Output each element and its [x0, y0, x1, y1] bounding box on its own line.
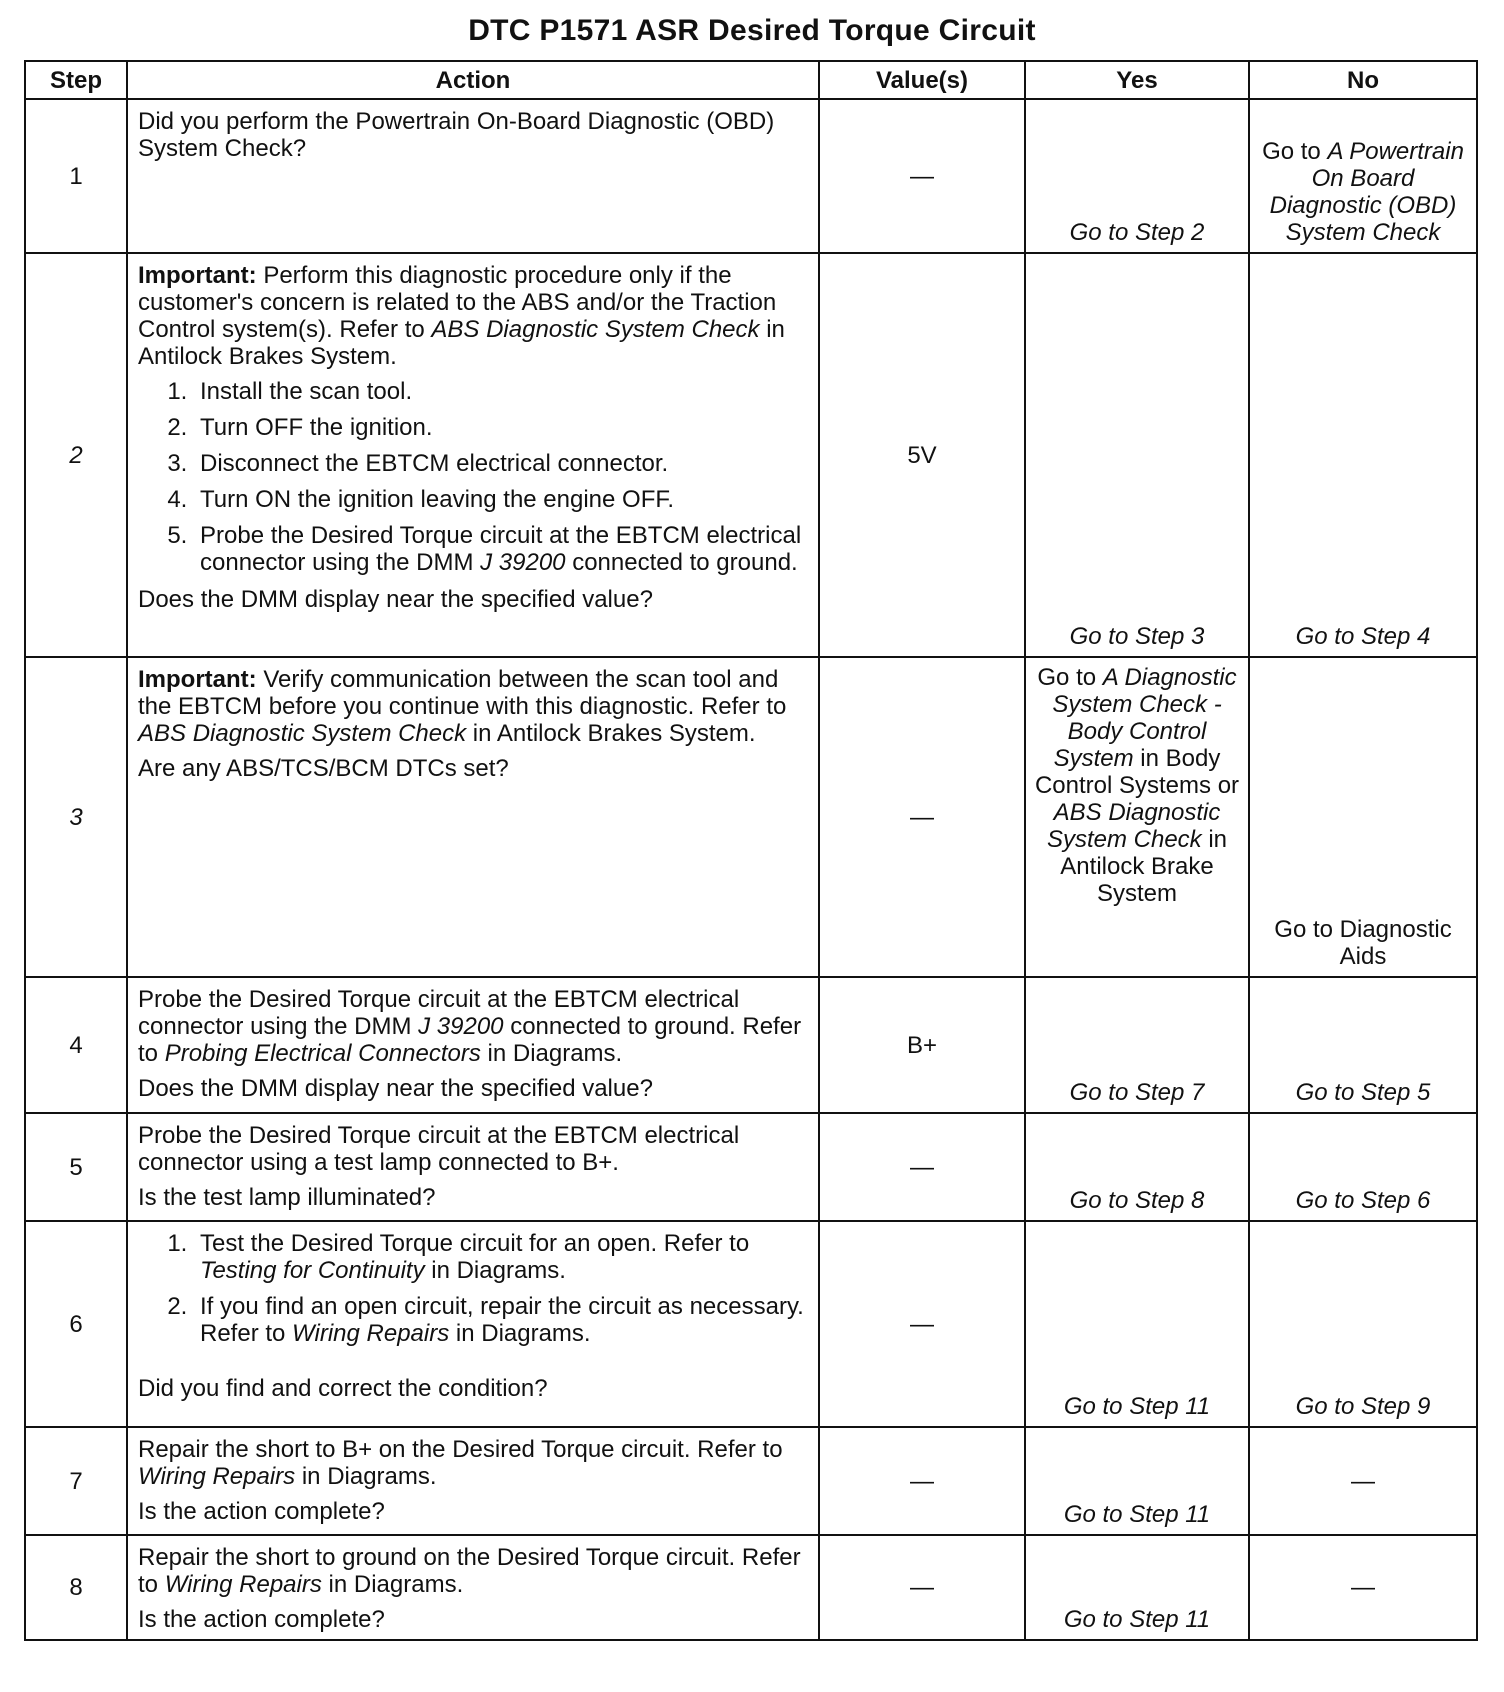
- action-cell: [127, 657, 819, 977]
- action-text-c: in Diagrams.: [480, 1040, 623, 1067]
- tool-number: J 39200: [480, 549, 566, 576]
- header-values: Value(s): [819, 61, 1025, 99]
- no-goto-reference: A Powertrain On Board Diagnostic (OBD) System Check: [1269, 138, 1464, 246]
- important-text: Perform this diagnostic procedure only if the customer's concern is related to the ABS and/or the Traction Control system(s). Refer to: [138, 262, 777, 343]
- action-reference: Wiring Repairs: [164, 1571, 322, 1598]
- action-text-a: Repair the short to B+ on the Desired Torque circuit. Refer to: [138, 1436, 783, 1463]
- table-header-row: [25, 61, 1477, 99]
- important-text-end: in Antilock Brakes System.: [138, 316, 785, 370]
- list-item: [194, 522, 810, 576]
- action-text: Did you perform the Powertrain On-Board Diagnostic (OBD) System Check?: [138, 108, 775, 162]
- yes-goto: Go to Step 11: [1063, 1501, 1211, 1528]
- important-text: Verify communication between the scan tool and the EBTCM before you continue with this diagnostic. Refer to: [138, 666, 787, 720]
- step-number: 5: [25, 1113, 127, 1221]
- yes-goto: Go to Step 7: [1069, 1079, 1205, 1106]
- value-cell: —: [819, 99, 1025, 253]
- no-cell: [1249, 1221, 1477, 1427]
- step-number: 6: [25, 1221, 127, 1427]
- step5-text: Probe the Desired Torque circuit at the EBTCM electrical connector using the DMM: [200, 522, 802, 576]
- table-row: [25, 1427, 1477, 1535]
- yes-goto: Go to Step 3: [1069, 623, 1205, 650]
- yes-cell: [1025, 99, 1249, 253]
- yes-cell: [1025, 253, 1249, 657]
- important-label: Important:: [138, 262, 257, 289]
- no-cell: [1249, 253, 1477, 657]
- list-item: [194, 1230, 810, 1284]
- no-cell: [1249, 99, 1477, 253]
- no-cell: [1249, 977, 1477, 1113]
- item-text-end: in Diagrams.: [449, 1320, 591, 1347]
- yes-goto-end: in Antilock Brake System: [1060, 826, 1228, 907]
- list-item: 1. Install the scan tool.: [194, 378, 810, 405]
- action-text-b: connected to ground. Refer to: [138, 1013, 802, 1067]
- value-cell: B+: [819, 977, 1025, 1113]
- yes-reference-2: ABS Diagnostic System Check: [1046, 799, 1221, 853]
- important-note: [138, 666, 810, 747]
- important-label: Important:: [138, 666, 257, 693]
- important-reference: ABS Diagnostic System Check: [138, 720, 467, 747]
- yes-cell: [1025, 1427, 1249, 1535]
- step-number: [25, 253, 127, 657]
- procedure-steps: [138, 1230, 810, 1347]
- step5-text-end: connected to ground.: [565, 549, 798, 576]
- table-row: [25, 1113, 1477, 1221]
- no-goto: Go to Step 5: [1295, 1079, 1431, 1106]
- table-row: [25, 1535, 1477, 1640]
- action-cell: [127, 1427, 819, 1535]
- yes-goto: Go to Step 11: [1063, 1606, 1211, 1633]
- value-cell: —: [819, 1427, 1025, 1535]
- action-cell: [127, 253, 819, 657]
- action-question: Is the action complete?: [138, 1606, 385, 1633]
- no-goto: Go to Step 6: [1295, 1187, 1431, 1214]
- step-number: 4: [25, 977, 127, 1113]
- step-number-text: 3: [69, 803, 83, 831]
- step-number: 7: [25, 1427, 127, 1535]
- yes-goto: Go to Step 2: [1069, 219, 1205, 246]
- action-text-b: in Diagrams.: [295, 1463, 437, 1490]
- table-row: [25, 1221, 1477, 1427]
- action-cell: [127, 1221, 819, 1427]
- action-text-a: Probe the Desired Torque circuit at the EBTCM electrical connector using the DMM: [138, 986, 740, 1040]
- yes-goto-prefix: Go to: [1037, 664, 1103, 691]
- no-goto: Go to Step 4: [1295, 623, 1431, 650]
- list-item: 2. Turn OFF the ignition.: [194, 414, 810, 441]
- header-action: Action: [127, 61, 819, 99]
- header-no: No: [1249, 61, 1477, 99]
- table-row: [25, 253, 1477, 657]
- item-reference: Testing for Continuity: [200, 1257, 425, 1284]
- list-item: [194, 1293, 810, 1347]
- action-cell: [127, 1535, 819, 1640]
- action-reference: Probing Electrical Connectors: [164, 1040, 481, 1067]
- no-cell: —: [1249, 1535, 1477, 1640]
- action-cell: [127, 977, 819, 1113]
- item-text-end: in Diagrams.: [424, 1257, 566, 1284]
- yes-cell: [1025, 977, 1249, 1113]
- action-question: Is the test lamp illuminated?: [138, 1184, 436, 1211]
- action-question: Did you find and correct the condition?: [138, 1375, 548, 1402]
- no-cell: [1249, 657, 1477, 977]
- action-question: Is the action complete?: [138, 1498, 385, 1525]
- header-step: Step: [25, 61, 127, 99]
- no-cell: —: [1249, 1427, 1477, 1535]
- no-goto-prefix: Go to: [1262, 138, 1328, 165]
- no-cell: [1249, 1113, 1477, 1221]
- list-item: 3. Disconnect the EBTCM electrical connector.: [194, 450, 810, 477]
- list-item: 4. Turn ON the ignition leaving the engine OFF.: [194, 486, 810, 513]
- value-cell: —: [819, 1113, 1025, 1221]
- step-number-text: 2: [69, 441, 83, 469]
- action-question: Are any ABS/TCS/BCM DTCs set?: [138, 755, 509, 782]
- table-row: [25, 977, 1477, 1113]
- item-text: If you find an open circuit, repair the circuit as necessary. Refer to: [200, 1293, 804, 1347]
- action-text-a: Repair the short to ground on the Desired Torque circuit. Refer to: [138, 1544, 801, 1598]
- action-reference: Wiring Repairs: [138, 1463, 296, 1490]
- important-reference: ABS Diagnostic System Check: [431, 316, 760, 343]
- value-cell: —: [819, 657, 1025, 977]
- action-cell: [127, 99, 819, 253]
- no-goto: Go to Step 9: [1295, 1393, 1431, 1420]
- value-cell: —: [819, 1535, 1025, 1640]
- page-title: DTC P1571 ASR Desired Torque Circuit: [468, 14, 1036, 47]
- yes-goto: Go to Step 8: [1069, 1187, 1205, 1214]
- yes-cell: [1025, 1113, 1249, 1221]
- action-question: Does the DMM display near the specified value?: [138, 1075, 653, 1102]
- table-row: [25, 657, 1477, 977]
- diagnostic-table: [24, 60, 1478, 1641]
- step-number: 8: [25, 1535, 127, 1640]
- header-yes: Yes: [1025, 61, 1249, 99]
- table-row: [25, 99, 1477, 253]
- value-cell: —: [819, 1221, 1025, 1427]
- action-text: [138, 1544, 810, 1598]
- no-goto: Go to Diagnostic Aids: [1274, 916, 1452, 970]
- action-text: Probe the Desired Torque circuit at the EBTCM electrical connector using a test lamp connected to B+.: [138, 1122, 740, 1176]
- action-text: [138, 1436, 810, 1490]
- item-reference: Wiring Repairs: [292, 1320, 450, 1347]
- yes-cell: [1025, 1221, 1249, 1427]
- yes-cell: [1025, 1535, 1249, 1640]
- action-text-b: in Diagrams.: [321, 1571, 464, 1598]
- action-cell: [127, 1113, 819, 1221]
- item-text: Test the Desired Torque circuit for an open. Refer to: [200, 1230, 750, 1257]
- yes-goto-middle: in Body Control Systems or: [1034, 745, 1240, 799]
- action-text: [138, 986, 810, 1067]
- step-number: [25, 657, 127, 977]
- important-note: [138, 262, 810, 370]
- value-cell: 5V: [819, 253, 1025, 657]
- procedure-steps: [138, 378, 810, 576]
- action-question: Does the DMM display near the specified value?: [138, 586, 653, 613]
- yes-reference-1: A Diagnostic System Check - Body Control System: [1052, 664, 1237, 772]
- yes-cell: [1025, 657, 1249, 977]
- step-number: 1: [25, 99, 127, 253]
- yes-goto: Go to Step 11: [1063, 1393, 1211, 1420]
- important-text-end: in Antilock Brakes System.: [466, 720, 756, 747]
- tool-number: J 39200: [418, 1013, 504, 1040]
